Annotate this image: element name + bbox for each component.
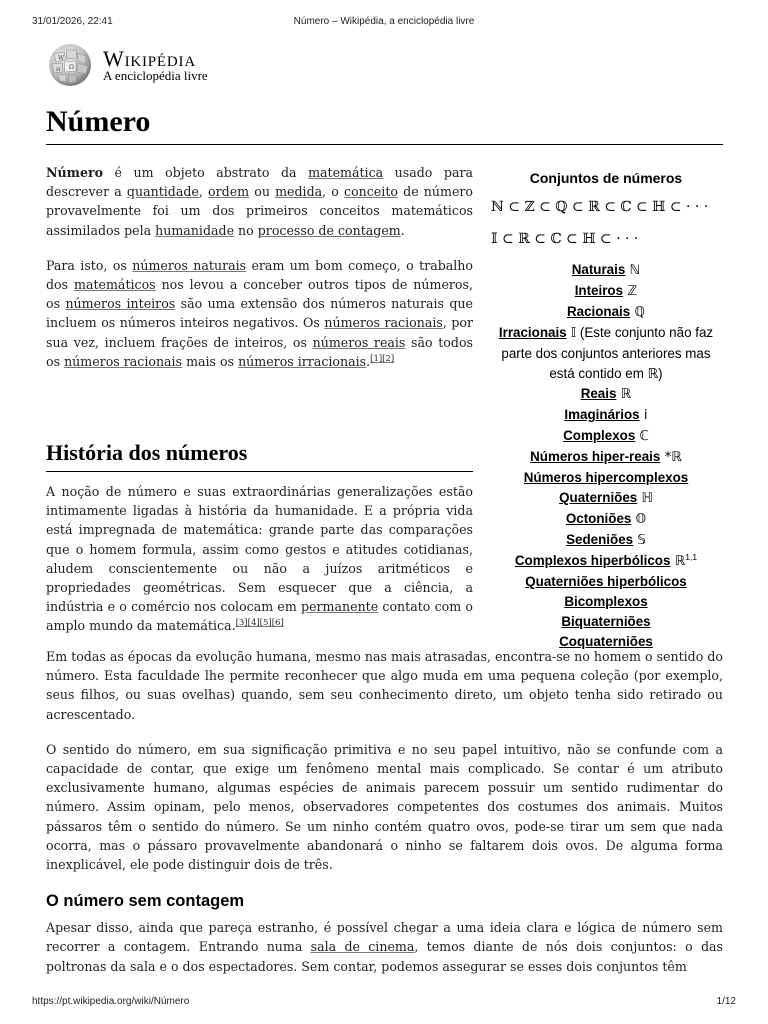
- text: são uma extensão dos números naturais que incluem os números inteiros negativos. Os: [46, 296, 473, 331]
- reference-5[interactable]: [5]: [259, 618, 272, 629]
- infobox-item-symbol: 𝕀: [566, 326, 577, 341]
- link-permanente[interactable]: permanente: [301, 599, 379, 615]
- infobox-item-link[interactable]: Quaterniões: [559, 490, 638, 505]
- infobox-item-link[interactable]: Bicomplexos: [564, 594, 648, 609]
- infobox-item: [489, 260, 723, 281]
- infobox-item-superscript: 1,1: [685, 552, 698, 562]
- text: Apesar disso, ainda que pareça estranho, é possível chegar a uma ideia clara e lógica de número sem recorrer a contagem. Entrando numa: [46, 920, 723, 955]
- infobox-item: [489, 612, 723, 632]
- infobox-item-link[interactable]: Coquaterniões: [559, 634, 653, 649]
- lead-bold-term: Número: [46, 165, 104, 180]
- infobox-item-symbol: ℂ: [635, 429, 649, 444]
- subsection-heading-sem-contagem: O número sem contagem: [46, 892, 245, 911]
- text: Para isto, os: [46, 257, 133, 273]
- text: , temos diante de nós dois conjuntos: o das poltronas da sala e o dos espectadores. Sem contar, podemos assegurar se esses dois conjuntos têm: [46, 939, 723, 974]
- reference-3[interactable]: [3]: [235, 618, 248, 629]
- infobox-item-link[interactable]: Números hiper-reais: [530, 449, 661, 464]
- text: ,: [198, 184, 209, 200]
- link-humanidade[interactable]: humanidade: [155, 222, 235, 238]
- link-medida[interactable]: medida: [275, 184, 323, 200]
- svg-text:И: И: [56, 67, 61, 73]
- infobox-item-symbol: i: [639, 408, 648, 423]
- reference-2[interactable]: [2]: [382, 353, 395, 364]
- link-numeros-racionais-2[interactable]: números racionais: [64, 353, 183, 369]
- infobox-item: [489, 468, 723, 488]
- infobox-item: [489, 592, 723, 612]
- infobox-item-symbol: ℚ: [630, 305, 646, 320]
- link-numeros-naturais[interactable]: números naturais: [132, 257, 247, 273]
- text: eram um bom começo, o trabalho dos: [46, 257, 473, 293]
- infobox-item: [489, 405, 723, 426]
- infobox-item-link[interactable]: Complexos: [563, 428, 636, 443]
- infobox-item: [489, 551, 723, 572]
- infobox-item-symbol: *ℝ: [660, 450, 682, 465]
- text: de número provavelmente foi um dos primeiros conceitos matemáticos assimilados pela: [46, 184, 474, 238]
- infobox-item-link[interactable]: Complexos hiperbólicos: [514, 553, 671, 568]
- infobox-item: [489, 447, 723, 468]
- infobox-inclusion-chain-1: ℕ ⊂ ℤ ⊂ ℚ ⊂ ℝ ⊂ ℂ ⊂ ℍ ⊂ · · ·: [491, 199, 709, 215]
- text: ou: [249, 184, 276, 200]
- logo-tagline: A enciclopédia livre: [103, 68, 208, 83]
- infobox-item-link[interactable]: Imaginários: [564, 407, 640, 422]
- print-page-title: Número – Wikipédia, a enciclopédia livre: [293, 16, 475, 27]
- infobox-item: [489, 530, 723, 551]
- infobox-item-link[interactable]: Irracionais: [498, 325, 567, 340]
- infobox-item-note: (Este conjunto não faz parte dos conjuntos anteriores mas está contido em ℝ): [501, 325, 714, 381]
- infobox-item-symbol: ℤ: [623, 284, 638, 299]
- link-processo-de-contagem[interactable]: processo de contagem: [257, 222, 401, 238]
- article-lead: [46, 163, 473, 387]
- infobox-item-symbol: ℝ: [670, 554, 686, 569]
- print-datetime: 31/01/2026, 22:41: [32, 16, 113, 27]
- print-footer: [32, 996, 736, 1010]
- link-matematica[interactable]: matemática: [308, 165, 384, 180]
- logo-wordmark: Wikipédia: [103, 46, 196, 71]
- infobox-item-link[interactable]: Octoniões: [565, 511, 632, 526]
- link-sala-de-cinema[interactable]: sala de cinema: [310, 939, 415, 955]
- infobox-title: Conjuntos de números: [529, 170, 683, 186]
- link-numeros-irracionais[interactable]: números irracionais: [238, 353, 367, 369]
- reference-6[interactable]: [6]: [271, 618, 284, 629]
- reference-1[interactable]: [1]: [370, 353, 383, 364]
- text: nos levou a conceber outros tipos de números, os: [46, 277, 473, 312]
- link-matematicos[interactable]: matemáticos: [74, 277, 156, 293]
- link-numeros-inteiros[interactable]: números inteiros: [65, 296, 176, 312]
- wikipedia-globe-icon: [44, 42, 96, 88]
- infobox-item: [489, 302, 723, 323]
- section-heading-historia: História dos números: [46, 438, 473, 472]
- infobox-item-symbol: 𝕊: [633, 533, 646, 548]
- history-narrow-column: [46, 482, 473, 652]
- infobox-item-link[interactable]: Inteiros: [574, 283, 624, 298]
- svg-text:Ω: Ω: [69, 64, 74, 71]
- text: , por sua vez, incluem frações de inteiros, os: [46, 315, 473, 350]
- text: no: [234, 222, 258, 238]
- svg-text:W: W: [58, 55, 65, 62]
- text: .: [366, 353, 371, 369]
- infobox-inclusion-chain-2: 𝕀 ⊂ ℝ ⊂ ℂ ⊂ ℍ ⊂ · · ·: [491, 231, 639, 247]
- infobox-item-symbol: ℕ: [625, 263, 641, 278]
- text: são todos os: [46, 334, 473, 369]
- history-paragraph-1: [46, 482, 473, 636]
- infobox-item-symbol: ℍ: [637, 491, 653, 506]
- infobox-item-symbol: ℝ: [616, 387, 632, 402]
- infobox-item-symbol: 𝕆: [631, 512, 647, 527]
- text: A noção de número e suas extraordinárias generalizações estão intimamente ligadas à história da humanidade. E a própria vida está impregnada de matemática: grande parte das comparações que o homem formula, assim como gestos e atitudes cotidianas, aludem conscientemente ou não a juízos aritméticos e propriedades geométricas. Sem esquecer que a ciência, a indústria e o comércio nos colocam em: [46, 484, 473, 615]
- history-wide-column: [46, 647, 723, 992]
- link-numeros-reais[interactable]: números reais: [312, 334, 406, 350]
- link-conceito[interactable]: conceito: [344, 184, 398, 200]
- page-title: Número: [46, 104, 723, 145]
- infobox-item-link[interactable]: Quaterniões hiperbólicos: [525, 574, 687, 589]
- wikipedia-logo[interactable]: [44, 42, 304, 88]
- subsection-paragraph-1: [46, 918, 723, 976]
- print-header: [32, 16, 736, 30]
- text: , o: [322, 184, 345, 200]
- history-paragraph-3: O sentido do número, em sua significação primitiva e no seu papel intuitivo, não se confunde com a capacidade de contar, que exige um fenômeno mental mais complicado. Se contar é um atributo exclusivamente humano, algumas espécies de animais parecem possuir um sentido rudimentar do número. Assim opinam, pelo menos, observadores competentes dos costumes dos animais. Muitos pássaros têm o sentido do número. Se um ninho contém quatro ovos, pode-se tirar um sem que nada ocorra, mas o pássaro provavelmente abandonará o ninho se faltarem dois ovos. De alguma forma inexplicável, ele pode distinguir dois de três.: [46, 741, 723, 873]
- print-url: https://pt.wikipedia.org/wiki/Número: [32, 996, 190, 1007]
- text: .: [400, 222, 405, 238]
- infobox-item: [489, 323, 723, 384]
- infobox-item: [489, 509, 723, 530]
- infobox-item-link[interactable]: Biquaterniões: [561, 614, 651, 629]
- infobox-list: [489, 260, 723, 652]
- infobox-item: [489, 572, 723, 592]
- lead-paragraph-1: [46, 163, 473, 240]
- infobox-item-link[interactable]: Racionais: [566, 304, 631, 319]
- link-ordem[interactable]: ordem: [208, 184, 250, 200]
- history-paragraph-2: Em todas as épocas da evolução humana, mesmo nas mais atrasadas, encontra-se no homem o sentido do número. Esta faculdade lhe permite reconhecer que algo muda em uma pequena coleção (por exemplo, seus filhos, ou suas ovelhas) quando, sem seu conhecimento direto, um objeto tenha sido retirado ou acrescentado.: [46, 649, 723, 722]
- text: usado para descrever a: [46, 165, 473, 200]
- link-numeros-racionais[interactable]: números racionais: [324, 315, 443, 331]
- infobox-item: [489, 488, 723, 509]
- lead-paragraph-2: [46, 256, 473, 371]
- infobox-item-link[interactable]: Números hipercomplexos: [523, 470, 689, 485]
- infobox-item-link[interactable]: Naturais: [571, 262, 626, 277]
- infobox-item: [489, 426, 723, 447]
- infobox-number-sets: [489, 168, 723, 652]
- infobox-item-link[interactable]: Reais: [580, 386, 617, 401]
- reference-4[interactable]: [4]: [247, 618, 260, 629]
- text: contato com o amplo mundo da matemática.: [46, 599, 473, 634]
- link-quantidade[interactable]: quantidade: [126, 184, 199, 200]
- infobox-item-link[interactable]: Sedeniões: [566, 532, 634, 547]
- text: mais os: [182, 353, 239, 369]
- infobox-item: [489, 384, 723, 405]
- infobox-item: [489, 281, 723, 302]
- print-page-number: 1/12: [716, 996, 736, 1007]
- text: é um objeto abstrato da: [103, 165, 309, 180]
